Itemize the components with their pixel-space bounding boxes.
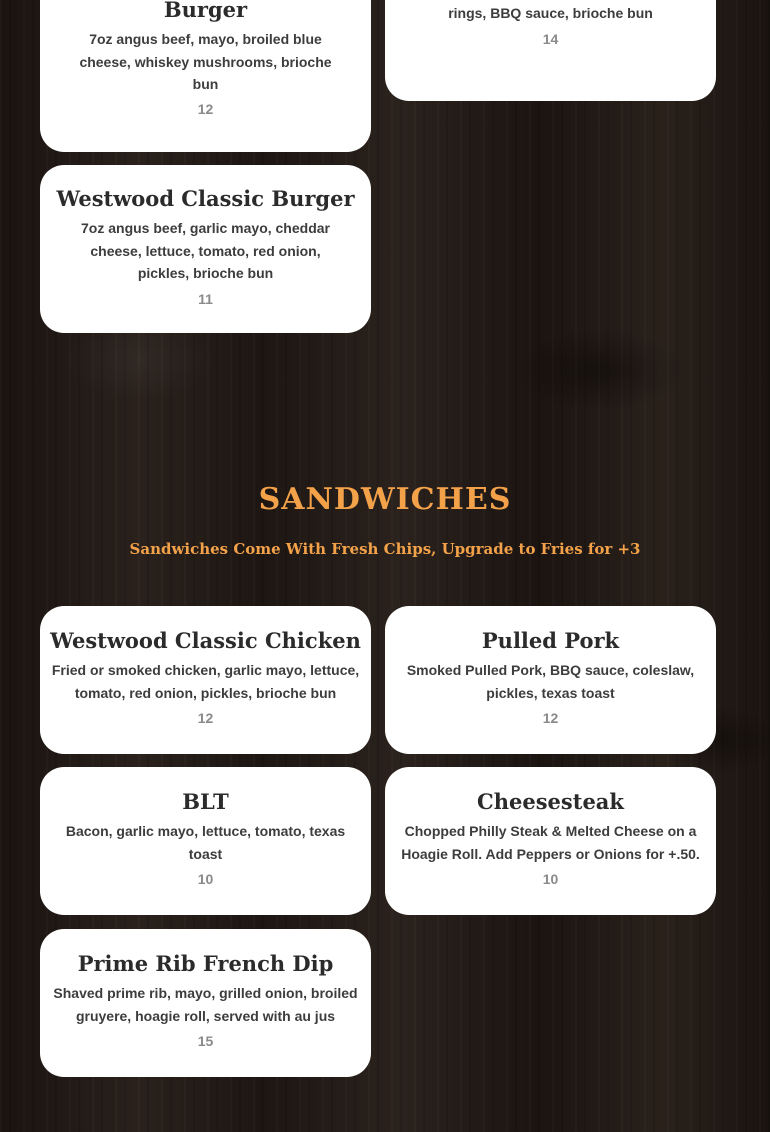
menu-item-description: Smoked Pulled Pork, BBQ sauce, coleslaw, pickles, texas toast	[406, 662, 695, 701]
menu-item-card	[40, 165, 371, 333]
menu-item-card	[385, 767, 716, 915]
menu-item-title: BLT	[182, 789, 229, 814]
menu-item-card	[385, 606, 716, 754]
menu-item-price: 10	[197, 871, 214, 887]
section-title: SANDWICHES	[258, 482, 512, 517]
menu-item-title: Pulled Pork	[481, 628, 620, 653]
menu-item-description: Fried or smoked chicken, garlic mayo, lettuce, tomato, red onion, pickles, brioche bun	[51, 662, 360, 701]
menu-item-card	[385, 0, 716, 101]
menu-item-description: rings, BBQ sauce, brioche bun	[448, 4, 653, 21]
menu-item-card	[40, 0, 371, 152]
menu-item-price: 14	[542, 31, 559, 47]
menu-item-price: 12	[542, 710, 559, 726]
menu-item-card	[40, 606, 371, 754]
menu-item-price: 10	[542, 871, 559, 887]
menu-item-description: Shaved prime rib, mayo, grilled onion, broiled gruyere, hoagie roll, served with au jus	[53, 985, 358, 1024]
menu-item-title: Westwood Classic Burger	[56, 186, 355, 211]
menu-item-price: 15	[197, 1033, 214, 1049]
menu-item-description: 7oz angus beef, mayo, broiled blue cheese, whiskey mushrooms, brioche bun	[79, 31, 332, 92]
section-subtitle: Sandwiches Come With Fresh Chips, Upgrade to Fries for +3	[129, 540, 641, 558]
menu-item-title: Cheesesteak	[477, 789, 624, 814]
menu-item-price: 12	[197, 710, 214, 726]
menu-item-description: Bacon, garlic mayo, lettuce, tomato, texas toast	[65, 823, 346, 862]
menu-item-card	[40, 929, 371, 1077]
menu-item-title: Burger	[163, 0, 248, 22]
menu-item-description: Chopped Philly Steak & Melted Cheese on a Hoagie Roll. Add Peppers or Onions for +.50.	[401, 823, 700, 862]
menu-item-price: 11	[198, 290, 213, 307]
menu-item-card	[40, 767, 371, 915]
menu-item-description: 7oz angus beef, garlic mayo, cheddar cheese, lettuce, tomato, red onion, pickles, brioche bun	[81, 220, 330, 281]
menu-item-price: 12	[197, 100, 214, 117]
menu-item-title: Prime Rib French Dip	[77, 951, 334, 976]
menu-item-title: Westwood Classic Chicken	[50, 628, 361, 653]
